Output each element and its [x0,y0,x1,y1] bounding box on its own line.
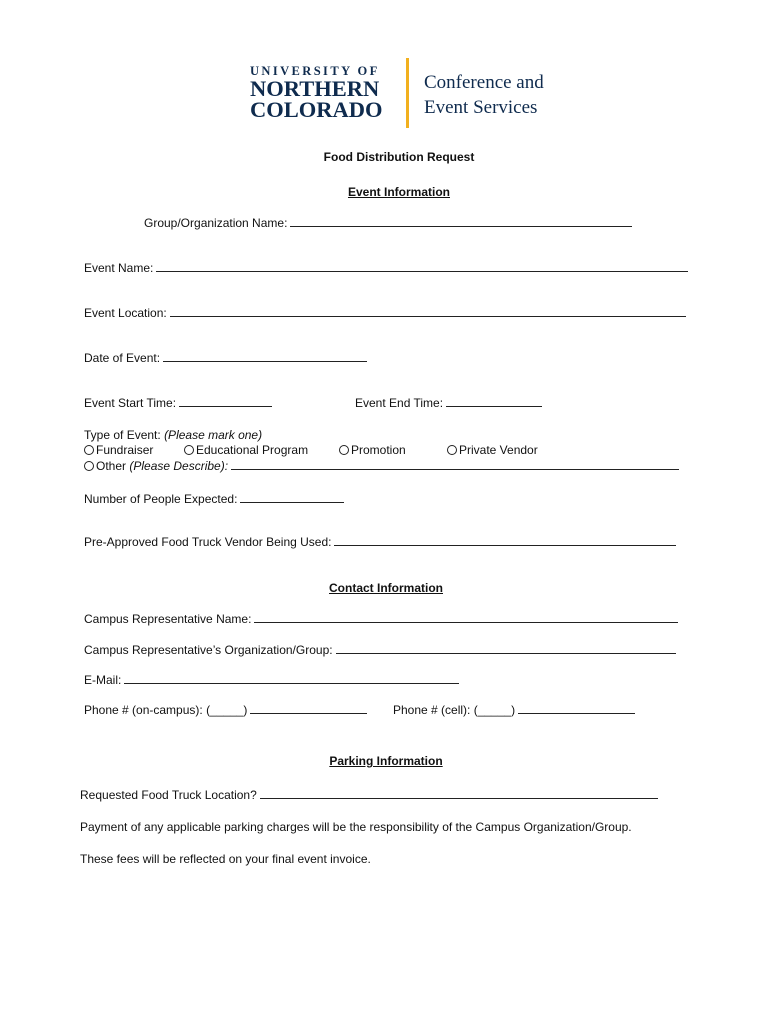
logo-line-university-of: UNIVERSITY OF [250,64,380,78]
radio-promotion[interactable] [339,443,406,457]
radio-other-label: Other [96,459,127,473]
people-expected-field[interactable] [240,492,344,503]
start-time-label: Event Start Time: [84,396,177,410]
radio-fundraiser[interactable] [84,443,153,457]
radio-circle-icon[interactable] [447,445,457,455]
event-name-field[interactable] [156,261,688,272]
email-row [84,673,459,687]
event-type-hint: (Please mark one) [164,428,263,442]
phone-cell-field[interactable] [518,703,635,714]
email-label: E-Mail: [84,673,122,687]
event-date-label: Date of Event: [84,351,161,365]
event-type-row [84,428,262,442]
truck-location-field[interactable] [260,788,658,799]
contact-information-heading: Contact Information [329,581,443,595]
phone-campus-field[interactable] [250,703,367,714]
phone-campus-row [84,703,367,717]
radio-circle-icon[interactable] [84,445,94,455]
rep-name-row [84,612,678,626]
form-title: Food Distribution Request [323,150,475,164]
event-location-field[interactable] [170,306,686,317]
end-time-label: Event End Time: [355,396,444,410]
group-name-field[interactable] [290,216,632,227]
radio-other-hint: (Please Describe): [129,459,229,473]
radio-fundraiser-label: Fundraiser [96,443,154,457]
radio-private-vendor-label: Private Vendor [459,443,538,457]
logo-line-colorado: COLORADO [250,97,383,122]
event-date-row [84,351,367,365]
truck-location-label: Requested Food Truck Location? [80,788,257,802]
department-line-2: Event Services [424,97,538,118]
end-time-row [355,396,542,410]
logo-divider [406,58,409,128]
vendor-label: Pre-Approved Food Truck Vendor Being Used: [84,535,332,549]
rep-org-row [84,643,676,657]
event-location-row [84,306,686,320]
start-time-row [84,396,272,410]
phone-cell-row [393,703,635,717]
department-line-1: Conference and [424,72,544,93]
event-date-field[interactable] [163,351,367,362]
radio-circle-icon[interactable] [84,461,94,471]
start-time-field[interactable] [179,396,272,407]
logo-line-northern: NORTHERN [250,76,380,101]
radio-promotion-label: Promotion [351,443,406,457]
phone-campus-label: Phone # (on-campus): (_____) [84,703,248,717]
event-type-label: Type of Event: [84,428,161,442]
parking-note-payment: Payment of any applicable parking charges will be the responsibility of the Campus Organization/Group. [80,820,632,834]
radio-circle-icon[interactable] [339,445,349,455]
rep-org-label: Campus Representative’s Organization/Group: [84,643,333,657]
event-name-row [84,261,688,275]
radio-other-row [84,459,679,473]
university-logo [250,64,400,120]
event-location-label: Event Location: [84,306,167,320]
rep-name-label: Campus Representative Name: [84,612,252,626]
group-name-row [144,216,632,230]
truck-location-row [80,788,658,802]
phone-cell-label: Phone # (cell): (_____) [393,703,516,717]
event-information-heading: Event Information [347,185,450,199]
group-name-label: Group/Organization Name: [144,216,288,230]
other-description-field[interactable] [231,459,679,470]
radio-circle-icon[interactable] [184,445,194,455]
vendor-row [84,535,676,549]
email-field[interactable] [124,673,459,684]
department-name [424,70,544,120]
event-name-label: Event Name: [84,261,154,275]
radio-private-vendor[interactable] [447,443,538,457]
radio-educational-program[interactable] [184,443,308,457]
parking-information-heading: Parking Information [329,754,443,768]
people-expected-label: Number of People Expected: [84,492,238,506]
rep-name-field[interactable] [254,612,678,623]
end-time-field[interactable] [446,396,542,407]
radio-educational-program-label: Educational Program [196,443,309,457]
rep-org-field[interactable] [336,643,676,654]
people-expected-row [84,492,344,506]
parking-note-invoice: These fees will be reflected on your final event invoice. [80,852,371,866]
vendor-field[interactable] [334,535,676,546]
